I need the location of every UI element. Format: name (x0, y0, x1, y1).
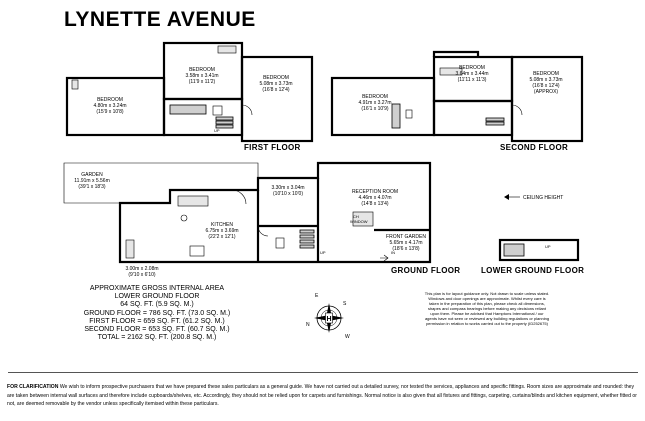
ceiling-height-legend (504, 194, 520, 200)
sf-bedroom-2-label (442, 65, 502, 83)
bath-icon (170, 105, 206, 114)
stair-tread (300, 245, 314, 248)
sf-bedroom-3-label (516, 71, 576, 95)
ff-bedroom-3-label (246, 75, 306, 93)
cupboard-icon (72, 80, 78, 89)
room-a-label (258, 185, 318, 197)
ff-bedroom-1-label (80, 97, 140, 115)
first-floor-label: FIRST FLOOR (244, 143, 301, 152)
room-name: BEDROOM (459, 65, 485, 71)
up-label: UP (214, 128, 220, 133)
room-name: BEDROOM (189, 67, 215, 73)
front-garden-label (372, 234, 440, 252)
area-line: SECOND FLOOR = 653 SQ. FT. (60.7 SQ. M.) (84, 326, 230, 334)
hob-icon (181, 215, 187, 221)
room-dims: 3.00m x 2.08m (125, 266, 159, 272)
clarification-text: We wish to inform prospective purchasers that we have prepared these sales particulars as a general guide. We have not carried out a detailed survey, nor tested the services, appliances and specific fittings. Room sizes are approximate and rounded: they are taken between internal wall surfaces and therefore include cupboards/shelves, etc. Accordingly, they should not be relied upon for carpets and furnishings. Normal notice is also given that all fixtures and fittings, carpeting, curtains/blinds and kitchen equipment, whether fitted or not, are deemed removable by the vendor unless specifically itemised within these particulars. (7, 384, 637, 407)
lower-up-label: UP (545, 244, 551, 249)
entrance-arrow-icon (380, 255, 388, 261)
compass-e-label: E (315, 293, 319, 299)
compass-rose (314, 301, 347, 333)
room-name: GARDEN (81, 172, 103, 178)
wardrobe-icon (218, 46, 236, 53)
room-dims: 5.08m x 3.73m (529, 77, 563, 83)
kitchen-counter (178, 196, 208, 206)
reception-room-label (335, 189, 415, 207)
clarification-notice (7, 383, 639, 409)
room-dims: 4.46m x 4.07m (358, 195, 392, 201)
table-icon (190, 246, 204, 256)
compass-w-label: W (345, 334, 350, 340)
toilet-icon (406, 110, 412, 118)
window-label: WINDOW (350, 219, 368, 224)
lower-ground-floor-label: LOWER GROUND FLOOR (481, 266, 585, 275)
room-note: (APPROX) (533, 89, 559, 95)
room-dims-imperial: (11'11 x 11'3) (457, 77, 487, 83)
second-floor-label: SECOND FLOOR (500, 143, 569, 152)
room-dims-imperial: (15'9 x 10'8) (96, 109, 124, 115)
toilet-icon (276, 238, 284, 248)
svg-text:H: H (326, 316, 332, 323)
ground-floor-label: GROUND FLOOR (391, 266, 461, 275)
area-line: TOTAL = 2162 SQ. FT. (200.8 SQ. M.) (97, 334, 217, 342)
compass-s-label: S (343, 301, 347, 307)
room-name: BEDROOM (263, 75, 289, 81)
toilet-icon (213, 106, 222, 115)
room-name: BEDROOM (362, 94, 388, 100)
room-dims-imperial: (16'1 x 10'9) (361, 106, 389, 112)
area-heading: APPROXIMATE GROSS INTERNAL AREA (89, 285, 225, 292)
room-dims: 5.08m x 3.73m (259, 81, 293, 87)
area-line: FIRST FLOOR = 659 SQ. FT. (61.2 SQ. M.) (89, 317, 225, 325)
stair-icon (504, 244, 524, 256)
room-dims-imperial: (9'10 x 6'10) (128, 272, 156, 278)
door-swing-icon (512, 105, 522, 115)
room-dims: 6.75m x 3.69m (205, 228, 239, 234)
compass-n-label: N (306, 322, 310, 328)
room-name: KITCHEN (211, 222, 233, 228)
stair-tread (300, 240, 314, 243)
stair-tread (486, 118, 504, 121)
room-dims-imperial: (18'6 x 13'8) (392, 246, 420, 252)
stair-tread (300, 235, 314, 238)
ch-label: CH (353, 214, 359, 219)
door-swing-icon (258, 226, 268, 236)
area-line: 64 SQ. FT. (5.9 SQ. M.) (120, 301, 194, 309)
room-dims-imperial: (16'8 x 12'4) (262, 87, 290, 93)
room-dims: 11.91m x 5.56m (74, 178, 110, 184)
stair-tread (486, 122, 504, 125)
ff-bedroom-3-outline (242, 57, 312, 141)
area-line: LOWER GROUND FLOOR (114, 293, 200, 301)
plan-disclaimer: This plan is for layout guidance only. Not drawn to scale unless stated. Windows and door openings are approximate. Whilst every care is taken in the preparation of this plan, please check all dimensions, shapes and compass bearings before making any decisions reliant upon them. Please be advised that Hamptons International / our agents have not seen or reviewed any building regulations or planning permission in relation to works carried out to the property (ID252675) (424, 291, 550, 326)
stair-tread (300, 230, 314, 233)
room-dims-imperial: (14'8 x 13'4) (361, 201, 389, 207)
stair-tread (216, 121, 233, 124)
entrance-in-label: IN (391, 250, 395, 255)
lower-ground-floor-plan (500, 240, 578, 260)
room-dims: 4.80m x 3.24m (93, 103, 127, 109)
room-dims: 3.64m x 3.44m (455, 71, 489, 77)
room-dims-imperial: (10'10 x 10'0) (273, 191, 303, 197)
door-swing-icon (242, 105, 252, 115)
ceiling-height-label: CEILING HEIGHT (523, 195, 564, 201)
area-line: GROUND FLOOR = 786 SQ. FT. (73.0 SQ. M.) (83, 309, 231, 317)
property-title: LYNETTE AVENUE (64, 8, 256, 31)
room-dims: 3.30m x 3.04m (271, 185, 305, 191)
ff-bedroom-2-label (172, 67, 232, 85)
arrow-icon (504, 194, 509, 200)
ground-up-label: UP (320, 250, 326, 255)
sf-bedroom-3-outline (512, 57, 582, 141)
divider (8, 372, 638, 373)
room-dims-imperial: (22'2 x 12'1) (208, 234, 236, 240)
room-dims-imperial: (39'1 x 18'3) (78, 184, 106, 190)
door-swing-icon (232, 190, 246, 204)
room-name: BEDROOM (533, 71, 559, 77)
kitchen-counter (126, 240, 134, 258)
clarification-heading: FOR CLARIFICATION (7, 384, 59, 390)
sf-bedroom-1-label (345, 94, 405, 112)
stair-tread (216, 117, 233, 120)
room-name: RECEPTION ROOM (351, 189, 399, 195)
room-name: BEDROOM (97, 97, 123, 103)
room-dims: 4.91m x 3.27m (358, 100, 392, 106)
room-dims-imperial: (16'8 x 12'4) (532, 83, 560, 89)
room-name: FRONT GARDEN (386, 234, 426, 240)
room-b-label (112, 266, 172, 278)
gross-internal-area (72, 285, 242, 342)
room-dims-imperial: (11'9 x 11'2) (188, 79, 216, 85)
room-dims: 3.58m x 3.41m (185, 73, 219, 79)
garden-label (60, 172, 124, 190)
room-dims: 5.65m x 4.17m (389, 240, 423, 246)
kitchen-label (192, 222, 252, 240)
